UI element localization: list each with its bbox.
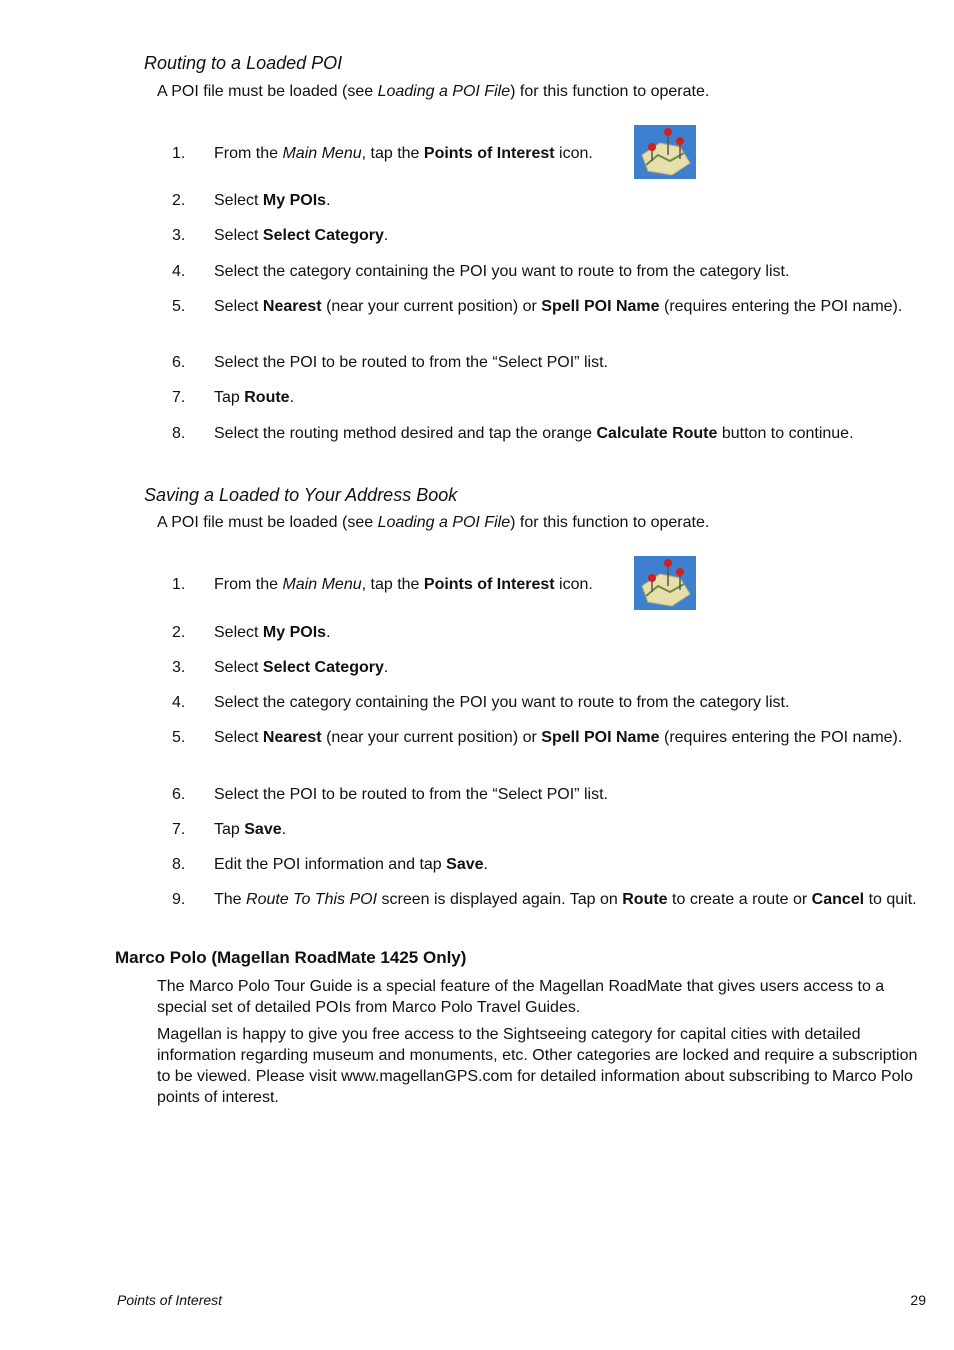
- marco-polo-paragraph-1: The Marco Polo Tour Guide is a special feature of the Magellan RoadMate that gives users access to a special set of detailed POIs from Marco Polo Travel Guides.: [157, 978, 885, 1016]
- marco-polo-heading: Marco Polo (Magellan RoadMate 1425 Only): [115, 948, 467, 967]
- footer-section-title: Points of Interest: [117, 1292, 223, 1308]
- section-heading-routing: Routing to a Loaded POI: [144, 53, 343, 73]
- section-intro-saving: A POI file must be loaded (see Loading a POI File) for this function to operate.: [157, 514, 710, 531]
- points-of-interest-icon: [634, 556, 696, 610]
- page-number: 29: [910, 1292, 926, 1308]
- marco-polo-paragraph-2: Magellan is happy to give you free access to the Sightseeing category for capital cities with detailed information regarding museum and monuments, etc. Other categories are locked and require a subscription to be viewed. Please visit www.magellanGPS.com for detailed information about subscribing to Marco Polo points of interest.: [157, 1026, 918, 1106]
- points-of-interest-icon: [634, 125, 696, 179]
- section-heading-saving: Saving a Loaded to Your Address Book: [144, 485, 458, 505]
- section-intro-routing: A POI file must be loaded (see Loading a POI File) for this function to operate.: [157, 83, 710, 100]
- document-page: Routing to a Loaded POI A POI file must be loaded (see Loading a POI File) for this function to operate. 1. From the Main Menu, tap the Points of Interest icon. 2. Select My POIs. 3. Select Select Category. 4. Select the category containing the POI you want to route to from the category list. 5. Select Nearest (near your current position) or Spell POI Name (requires entering the POI name). 6. Select the POI to be routed to from the “Select POI” list. 7. Tap Route. 8. Select the routing method desired and tap the orange Calculate Route button to continue. Saving a Loaded to Your Address Book A POI file must be loaded (see Loading a POI File) for this function to operate. 1. From the Main Menu, tap the Points of Interest icon. 2. Select My POIs. 3. Select Select Category. 4. Select the category containing the POI you want to route to from the category list. 5. Select Nearest (near your current position) or Spell POI Name (requires entering the POI name). 6. Select the POI to be routed to from the “Select POI” list. 7. Tap Save. 8. Edit the POI information and tap Save. 9. The Route To This POI screen is displayed again. Tap on Route to create a route or Cancel to quit. Marco Polo (Magellan RoadMate 1425 Only) The Marco Polo Tour Guide is a special feature of the Magellan RoadMate that gives users access to a special set of detailed POIs from Marco Polo Travel Guides. Magellan is happy to give you free access to the Sightseeing category for capital cities with detailed information regarding museum and monuments, etc. Other categories are locked and require a subscription to be viewed. Please visit www.magellanGPS.com for detailed information about subscribing to Marco Polo points of interest. Points of Interest 29: [115, 53, 926, 1308]
